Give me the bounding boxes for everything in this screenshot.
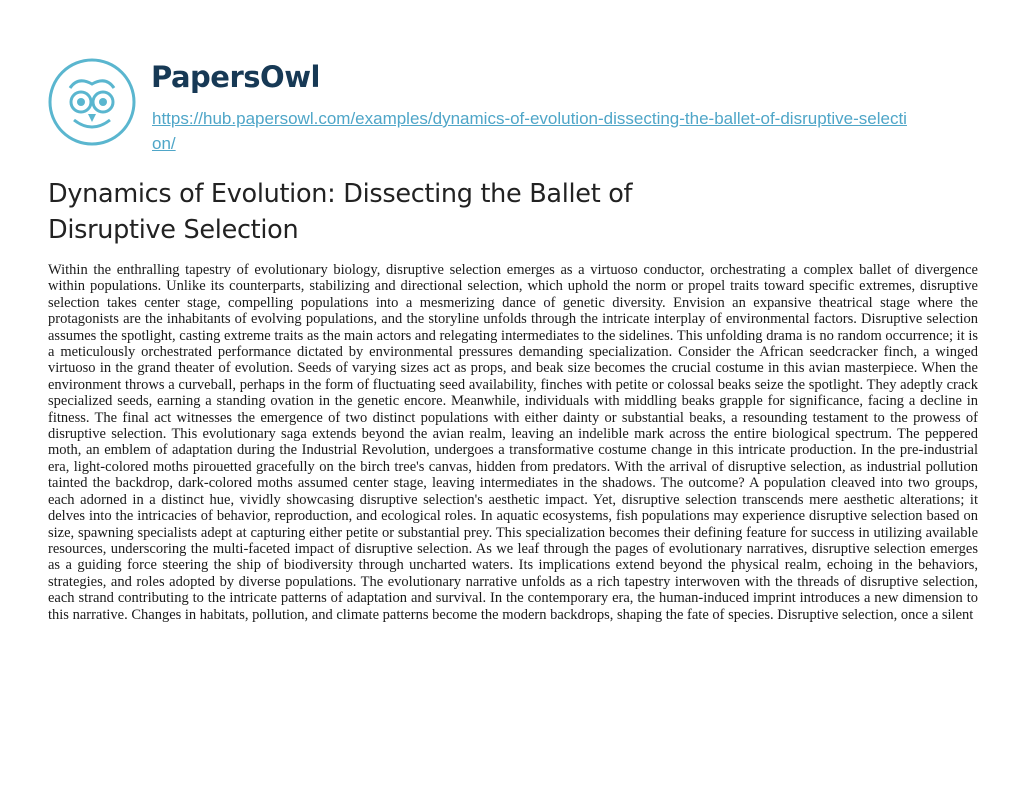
owl-icon[interactable] xyxy=(48,58,136,146)
site-header xyxy=(48,30,988,160)
article-title: Dynamics of Evolution: Dissecting the Ballet of Disruptive Selection xyxy=(48,179,633,245)
article-url-link[interactable]: https://hub.papersowl.com/examples/dynamics-of-evolution-dissecting-the-ballet-of-disruptive-selection/ xyxy=(152,109,907,153)
brand-name[interactable]: PapersOwl xyxy=(151,60,320,94)
article-body: Within the enthralling tapestry of evolutionary biology, disruptive selection emerges as a virtuoso conductor, orchestrating a complex ballet of divergence within populations. Unlike its counterparts, stabilizing and directional selection, which uphold the norm or propel traits toward specific extremes, disruptive selection takes center stage, compelling populations into a mesmerizing dance of genetic diversity. Envision an expansive theatrical stage where the protagonists are the inhabitants of evolving populations, and the storyline unfolds through the intricate interplay of environmental factors. Disruptive selection assumes the spotlight, casting extreme traits as the main actors and relegating intermediates to the sidelines. This unfolding drama is no random occurrence; it is a meticulously orchestrated performance dictated by environmental pressures demanding specialization. Consider the African seedcracker finch, a winged virtuoso in the grand theater of evolution. Seeds of varying sizes act as props, and beak size becomes the crucial costume in this avian masterpiece. When the environment throws a curveball, perhaps in the form of fluctuating seed availability, finches with petite or colossal beaks seize the spotlight. They adeptly crack specialized seeds, earning a standing ovation in the genetic encore. Meanwhile, individuals with middling beaks grapple for significance, facing a decline in fitness. The final act witnesses the emergence of two distinct populations with either dainty or substantial beaks, a resounding testament to the prowess of disruptive selection. This evolutionary saga extends beyond the avian realm, leaving an indelible mark across the entire biological spectrum. The peppered moth, an emblem of adaptation during the Industrial Revolution, undergoes a transformative costume change in this intricate production. In the pre-industrial era, light-colored moths pirouetted gracefully on the birch tree's canvas, hidden from predators. With the arrival of disruptive selection, as industrial pollution tainted the backdrop, dark-colored moths assumed center stage, leaving intermediates in the shadows. The outcome? A population cleaved into two groups, each adorned in a distinct hue, vividly showcasing disruptive selection's aesthetic impact. Yet, disruptive selection transcends mere aesthetic alterations; it delves into the intricacies of behavior, reproduction, and ecological roles. In aquatic ecosystems, fish populations may experience disruptive selection based on size, spawning specialists adept at capturing either petite or substantial prey. This specialization becomes their defining feature for success in utilizing available resources, underscoring the multi-faceted impact of disruptive selection. As we leaf through the pages of evolutionary narratives, disruptive selection emerges as a guiding force steering the ship of biodiversity through uncharted waters. Its implications extend beyond the physical realm, echoing in the behaviors, strategies, and roles adopted by diverse populations. The evolutionary narrative unfolds as a rich tapestry interwoven with the threads of disruptive selection, each strand contributing to the intricate patterns of adaptation and survival. In the contemporary era, the human-induced imprint introduces a new dimension to this narrative. Changes in habitats, pollution, and climate patterns become the modern backdrops, shaping the fate of species. Disruptive selection, once a silent xyxy=(48,262,978,623)
